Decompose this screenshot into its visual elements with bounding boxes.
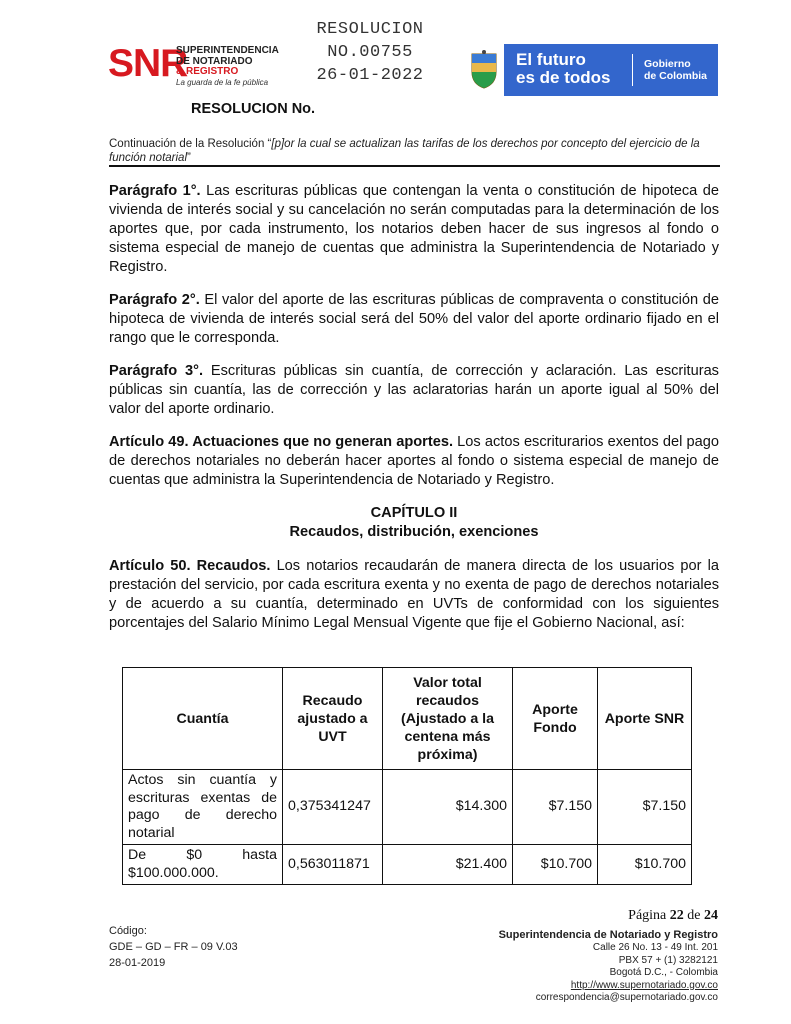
- snr-wordmark: [176, 46, 279, 88]
- page-of: de: [687, 908, 701, 923]
- paragraph-1-label: Parágrafo 1°.: [109, 183, 201, 199]
- snr-logo: [108, 44, 278, 88]
- stamp-date: 26-01-2022: [316, 66, 424, 85]
- paragraph-2-label: Parágrafo 2°.: [109, 292, 200, 308]
- cell-aporte-fondo: $7.150: [513, 770, 598, 845]
- snr-line3: & REGISTRO: [176, 66, 239, 77]
- paragraph-2-text: El valor del aporte de las escrituras públicas de compraventa o constitución de hipoteca de vivienda de interés social será del 50% del valor del aporte ordinario fijado en el rango que le corresponda.: [109, 292, 719, 346]
- cell-aporte-snr: $7.150: [598, 770, 692, 845]
- cell-cuantia: De $0 hasta $100.000.000.: [123, 845, 283, 885]
- snr-line1: SUPERINTENDENCIA: [176, 45, 279, 56]
- footer-org: Superintendencia de Notariado y Registro: [498, 929, 718, 941]
- cell-aporte-snr: $10.700: [598, 845, 692, 885]
- article-49: [109, 433, 719, 490]
- slogan-line2: es de todos: [516, 68, 611, 87]
- continuation-prefix: Continuación de la Resolución “: [109, 138, 272, 150]
- snr-acronym: SNR: [108, 42, 188, 85]
- article-50: [109, 557, 719, 633]
- stamp-title: RESOLUCION: [316, 20, 424, 39]
- article-49-label: Artículo 49. Actuaciones que no generan aportes.: [109, 434, 454, 450]
- header-aporte-snr: Aporte SNR: [598, 668, 692, 770]
- page-number: [590, 908, 718, 924]
- page-current: 22: [669, 908, 684, 923]
- header-divider: [109, 165, 720, 167]
- gobierno-slogan: [516, 51, 610, 87]
- website-link[interactable]: http://www.supernotariado.gov.co: [570, 979, 718, 991]
- header-cuantia: Cuantía: [123, 668, 283, 770]
- header-aporte-fondo: Aporte Fondo: [513, 668, 598, 770]
- resolution-label: RESOLUCION No.: [191, 101, 316, 117]
- paragraph-2: [109, 291, 719, 348]
- page-word: Página: [628, 908, 667, 923]
- cell-valor-total: $21.400: [383, 845, 513, 885]
- gobierno-logo: [464, 44, 718, 96]
- stamp-number: NO.00755: [327, 43, 413, 62]
- paragraph-3: [109, 362, 719, 419]
- article-50-label: Artículo 50. Recaudos.: [109, 558, 271, 574]
- coat-of-arms-icon: [468, 50, 500, 90]
- code-label: Código:: [109, 925, 147, 937]
- slogan-line1: El futuro: [516, 50, 586, 69]
- article-49-text: Los actos escriturarios exentos del pago de derechos notariales no deberán hacer aportes al fondo o sistema especial de manejo de cuentas que administra la Superintendencia de Notariado y Registro.: [109, 434, 719, 488]
- paragraph-1: [109, 182, 719, 277]
- cell-recaudo: 0,563011871: [283, 845, 383, 885]
- paragraph-3-text: Escrituras públicas sin cuantía, de corrección y aclaración. Las escrituras públicas sin cuantía, las de corrección y las aclaratorias harán un aporte igual al 50% del valor del aporte ordinario.: [109, 363, 719, 417]
- gobierno-name: [644, 58, 707, 82]
- fee-table: [122, 667, 692, 885]
- table-row: [123, 845, 692, 885]
- footer-email[interactable]: correspondencia@supernotariado.gov.co: [535, 992, 718, 1003]
- footer-address: Calle 26 No. 13 - 49 Int. 201: [592, 942, 718, 953]
- table-row: [123, 770, 692, 845]
- paragraph-3-label: Parágrafo 3°.: [109, 363, 204, 379]
- cell-aporte-fondo: $10.700: [513, 845, 598, 885]
- cell-cuantia: Actos sin cuantía y escrituras exentas de pago de derecho notarial: [123, 770, 283, 845]
- gobierno-banner: [504, 44, 718, 96]
- gov-line2: de Colombia: [644, 70, 708, 82]
- chapter-title: CAPÍTULO II: [370, 505, 458, 521]
- snr-line2: DE NOTARIADO: [176, 55, 253, 67]
- header-valor-total: Valor total recaudos (Ajustado a la centena más próxima): [383, 668, 513, 770]
- continuation-title: [p]or la cual se actualizan las tarifas de los derechos por concepto del ejercicio de la función notarial: [109, 138, 700, 164]
- code-value: GDE – GD – FR – 09 V.03: [109, 941, 238, 953]
- header-recaudo: Recaudo ajustado a UVT: [283, 668, 383, 770]
- gov-line1: Gobierno: [644, 58, 691, 70]
- chapter-subtitle: Recaudos, distribución, exenciones: [289, 524, 539, 540]
- page-total: 24: [704, 908, 718, 923]
- cell-recaudo: 0,375341247: [283, 770, 383, 845]
- resolution-stamp: [300, 18, 440, 87]
- table-header-row: [123, 668, 692, 770]
- document-code: [109, 923, 238, 971]
- footer-city: Bogotá D.C., - Colombia: [609, 967, 718, 978]
- paragraph-1-text: Las escrituras públicas que contengan la venta o constitución de hipoteca de vivienda de interés social y su cancelación no serán computadas para la determinación de los aportes que, por cada instrumento, los notarios deben hacer de sus ingresos al fondo o sistema especial de manejo de cuentas que administra la Superintendencia de Notariado y Registro.: [109, 183, 719, 275]
- contact-block: [430, 928, 718, 1005]
- footer-phone: PBX 57 + (1) 3282121: [618, 954, 718, 966]
- article-50-text: Los notarios recaudarán de manera directa de los usuarios por la prestación del servicio, por cada escritura exenta y no exenta de pago de derechos notariales y de acuerdo a su cuantía, determinado en UVTs de conformidad con los siguientes porcentajes del Salario Mínimo Legal Mensual Vigente que fije el Gobierno Nacional, así:: [109, 558, 719, 631]
- snr-tagline: La guarda de la fe pública: [176, 77, 269, 87]
- continuation-note: [109, 137, 720, 165]
- code-date: 28-01-2019: [109, 957, 166, 969]
- cell-valor-total: $14.300: [383, 770, 513, 845]
- continuation-suffix: ”: [187, 152, 191, 164]
- gobierno-divider: [632, 54, 633, 86]
